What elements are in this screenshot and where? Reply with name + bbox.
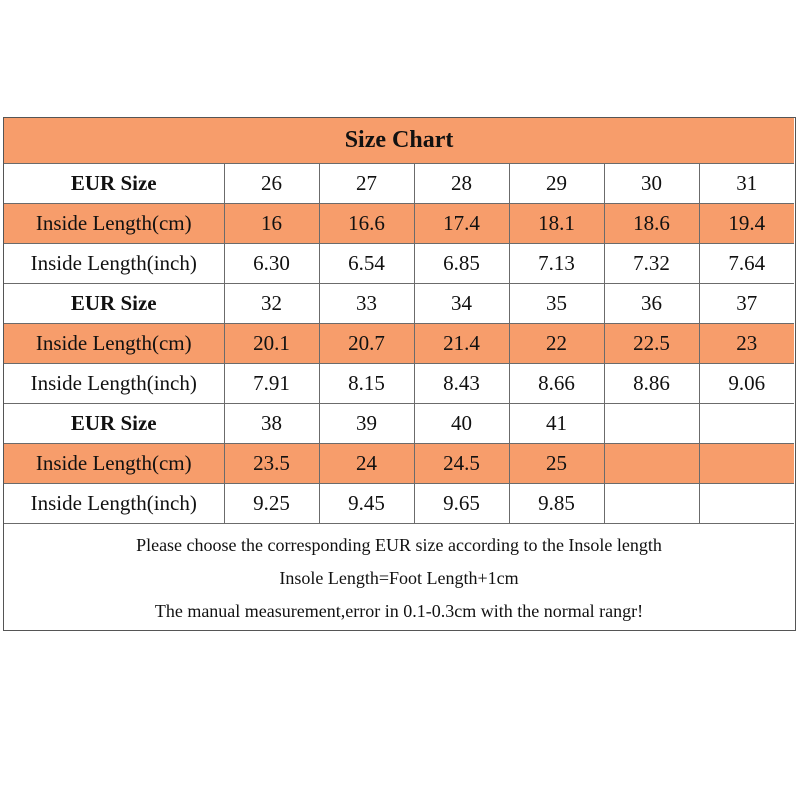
- length-inch-cell: 7.64: [699, 244, 794, 284]
- eur-size-cell: [699, 404, 794, 444]
- size-chart: [3, 117, 796, 631]
- row-label-inch: Inside Length(inch): [4, 244, 224, 284]
- length-inch-cell: 7.32: [604, 244, 699, 284]
- eur-size-cell: 35: [509, 284, 604, 324]
- length-cm-cell: 19.4: [699, 204, 794, 244]
- eur-size-cell: [604, 404, 699, 444]
- length-cm-cell: 16: [224, 204, 319, 244]
- table-row: [4, 444, 794, 484]
- eur-size-cell: 28: [414, 164, 509, 204]
- eur-size-cell: 37: [699, 284, 794, 324]
- length-inch-cell: 6.30: [224, 244, 319, 284]
- chart-title: Size Chart: [4, 118, 794, 164]
- length-inch-cell: 9.45: [319, 484, 414, 524]
- length-cm-cell: 23.5: [224, 444, 319, 484]
- row-label-cm: Inside Length(cm): [4, 324, 224, 364]
- length-cm-cell: 22: [509, 324, 604, 364]
- length-cm-cell: 20.7: [319, 324, 414, 364]
- length-cm-cell: 20.1: [224, 324, 319, 364]
- eur-size-cell: 34: [414, 284, 509, 324]
- length-inch-cell: 8.43: [414, 364, 509, 404]
- length-cm-cell: 24.5: [414, 444, 509, 484]
- row-label-eur: EUR Size: [4, 284, 224, 324]
- row-label-eur: EUR Size: [4, 404, 224, 444]
- eur-size-cell: 38: [224, 404, 319, 444]
- length-cm-cell: [699, 444, 794, 484]
- length-cm-cell: 17.4: [414, 204, 509, 244]
- table-row: [4, 164, 794, 204]
- length-inch-cell: 9.25: [224, 484, 319, 524]
- length-inch-cell: 6.85: [414, 244, 509, 284]
- note-choose-size: Please choose the corresponding EUR size according to the Insole length: [136, 535, 662, 555]
- note-insole-formula: Insole Length=Foot Length+1cm: [279, 568, 519, 588]
- length-inch-cell: 7.13: [509, 244, 604, 284]
- length-inch-cell: [604, 484, 699, 524]
- length-inch-cell: 6.54: [319, 244, 414, 284]
- length-inch-cell: 8.66: [509, 364, 604, 404]
- table-row: [4, 244, 794, 284]
- eur-size-cell: 27: [319, 164, 414, 204]
- row-label-eur: EUR Size: [4, 164, 224, 204]
- title-row: [4, 118, 794, 164]
- size-table: [4, 118, 794, 524]
- eur-size-cell: 39: [319, 404, 414, 444]
- length-inch-cell: [699, 484, 794, 524]
- eur-size-cell: 33: [319, 284, 414, 324]
- eur-size-cell: 26: [224, 164, 319, 204]
- eur-size-cell: 32: [224, 284, 319, 324]
- row-label-cm: Inside Length(cm): [4, 444, 224, 484]
- length-cm-cell: 23: [699, 324, 794, 364]
- table-row: [4, 364, 794, 404]
- table-row: [4, 204, 794, 244]
- eur-size-cell: 41: [509, 404, 604, 444]
- length-cm-cell: 21.4: [414, 324, 509, 364]
- length-cm-cell: 18.1: [509, 204, 604, 244]
- length-inch-cell: 8.15: [319, 364, 414, 404]
- table-row: [4, 324, 794, 364]
- length-cm-cell: [604, 444, 699, 484]
- length-inch-cell: 9.85: [509, 484, 604, 524]
- length-inch-cell: 9.06: [699, 364, 794, 404]
- length-inch-cell: 7.91: [224, 364, 319, 404]
- row-label-inch: Inside Length(inch): [4, 364, 224, 404]
- note-measurement-error: The manual measurement,error in 0.1-0.3cm with the normal rangr!: [154, 601, 644, 621]
- length-inch-cell: 9.65: [414, 484, 509, 524]
- eur-size-cell: 40: [414, 404, 509, 444]
- row-label-cm: Inside Length(cm): [4, 204, 224, 244]
- length-cm-cell: 24: [319, 444, 414, 484]
- notes-section: [4, 527, 794, 630]
- length-cm-cell: 18.6: [604, 204, 699, 244]
- eur-size-cell: 31: [699, 164, 794, 204]
- table-row: [4, 284, 794, 324]
- length-inch-cell: 8.86: [604, 364, 699, 404]
- row-label-inch: Inside Length(inch): [4, 484, 224, 524]
- length-cm-cell: 25: [509, 444, 604, 484]
- eur-size-cell: 30: [604, 164, 699, 204]
- table-row: [4, 404, 794, 444]
- length-cm-cell: 16.6: [319, 204, 414, 244]
- table-row: [4, 484, 794, 524]
- eur-size-cell: 29: [509, 164, 604, 204]
- length-cm-cell: 22.5: [604, 324, 699, 364]
- eur-size-cell: 36: [604, 284, 699, 324]
